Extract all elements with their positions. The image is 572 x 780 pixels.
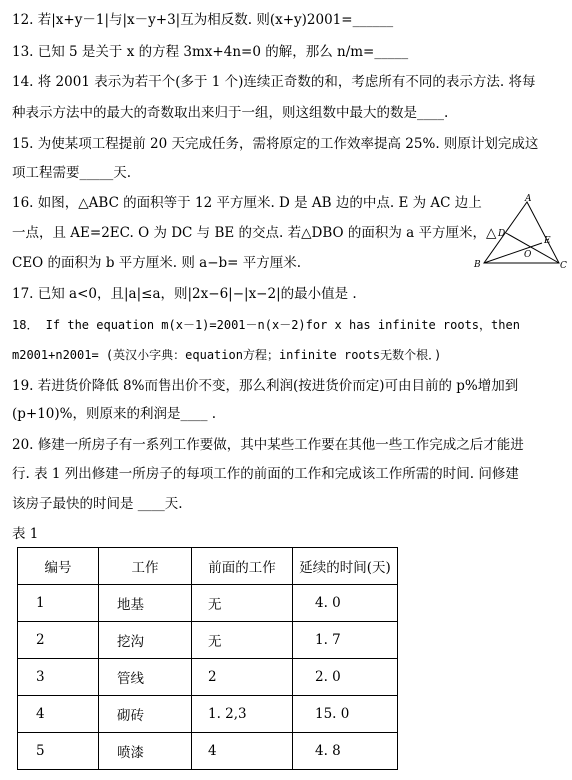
label-c: C [560, 261, 567, 271]
cell-prerequisite: 无 [192, 585, 293, 622]
problem-15-line-2: 项工程需要_____天. [12, 165, 132, 181]
table-1 [17, 547, 398, 770]
cell-prerequisite: 1. 2,3 [192, 696, 293, 733]
cell-number: 1 [18, 585, 99, 622]
problem-12: 12. 若|x+y－1|与|x－y+3|互为相反数. 则(x+y)2001=______ [12, 12, 394, 28]
problem-20-line-2: 行. 表 1 列出修建一所房子的每项工作的前面的工作和完成该工作所需的时间. 问修建 [12, 466, 519, 482]
cell-prerequisite: 4 [192, 733, 293, 770]
cell-task: 地基 [99, 585, 192, 622]
cell-duration: 15. 0 [293, 696, 398, 733]
cell-task: 喷漆 [99, 733, 192, 770]
problem-16-line-3: CEO 的面积为 b 平方厘米. 则 a−b= 平方厘米. [12, 255, 302, 271]
label-d: D [498, 229, 506, 239]
table-header-row [18, 548, 398, 585]
problem-18-line-1: 18． If the equation m(x－1)=2001－n(x－2)for x has infinite roots，then [12, 318, 520, 332]
cell-task: 管线 [99, 659, 192, 696]
segment-be [484, 243, 542, 263]
problem-16-line-2: 一点，且 AE=2EC. O 为 DC 与 BE 的交点. 若△DBO 的面积为 a 平方厘米，△ [12, 225, 497, 241]
table-row [18, 659, 398, 696]
problem-19-line-1: 19. 若进货价降低 8%而售出价不变，那么利润(按进货价而定)可由目前的 p%增加到 [12, 378, 519, 394]
cell-number: 5 [18, 733, 99, 770]
header-task: 工作 [99, 548, 192, 585]
triangle-abc [484, 202, 559, 263]
cell-number: 4 [18, 696, 99, 733]
label-a: A [525, 194, 532, 204]
problem-18-line-2: m2001+n2001= (英汉小字典：equation方程；infinite roots无数个根．) [12, 348, 442, 362]
label-o: O [524, 250, 532, 260]
problem-16-line-1: 16. 如图，△ABC 的面积等于 12 平方厘米. D 是 AB 边的中点. E 为 AC 边上 [12, 195, 482, 211]
triangle-figure [470, 193, 566, 271]
problem-13: 13. 已知 5 是关于 x 的方程 3mx+4n=0 的解，那么 n/m=_____ [12, 44, 409, 60]
table-caption: 表 1 [12, 526, 39, 542]
cell-prerequisite: 无 [192, 622, 293, 659]
table-row [18, 622, 398, 659]
cell-number: 2 [18, 622, 99, 659]
problem-15-line-1: 15. 为使某项工程提前 20 天完成任务，需将原定的工作效率提高 25%. 则原计划完成这 [12, 136, 539, 152]
table-row [18, 733, 398, 770]
header-duration: 延续的时间(天) [293, 548, 398, 585]
cell-duration: 4. 0 [293, 585, 398, 622]
cell-number: 3 [18, 659, 99, 696]
problem-17: 17. 已知 a<0，且|a|≤a，则|2x−6|−|x−2|的最小值是 . [12, 286, 357, 302]
cell-prerequisite: 2 [192, 659, 293, 696]
problem-20-line-1: 20. 修建一所房子有一系列工作要做，其中某些工作要在其他一些工作完成之后才能进 [12, 437, 524, 453]
problem-20-line-3: 该房子最快的时间是 ____天. [12, 496, 183, 512]
table-row [18, 585, 398, 622]
cell-duration: 2. 0 [293, 659, 398, 696]
label-b: B [474, 260, 481, 270]
problem-19-line-2: (p+10)%，则原来的利润是____ . [12, 406, 217, 422]
header-prerequisite: 前面的工作 [192, 548, 293, 585]
cell-duration: 4. 8 [293, 733, 398, 770]
problem-14-line-1: 14. 将 2001 表示为若干个(多于 1 个)连续正奇数的和，考虑所有不同的表示方法. 将每 [12, 74, 536, 90]
label-e: E [544, 236, 551, 246]
cell-task: 砌砖 [99, 696, 192, 733]
header-number: 编号 [18, 548, 99, 585]
cell-task: 挖沟 [99, 622, 192, 659]
problem-14-line-2: 种表示方法中的最大的奇数取出来归于一组，则这组数中最大的数是____. [12, 105, 449, 121]
cell-duration: 1. 7 [293, 622, 398, 659]
table-row [18, 696, 398, 733]
